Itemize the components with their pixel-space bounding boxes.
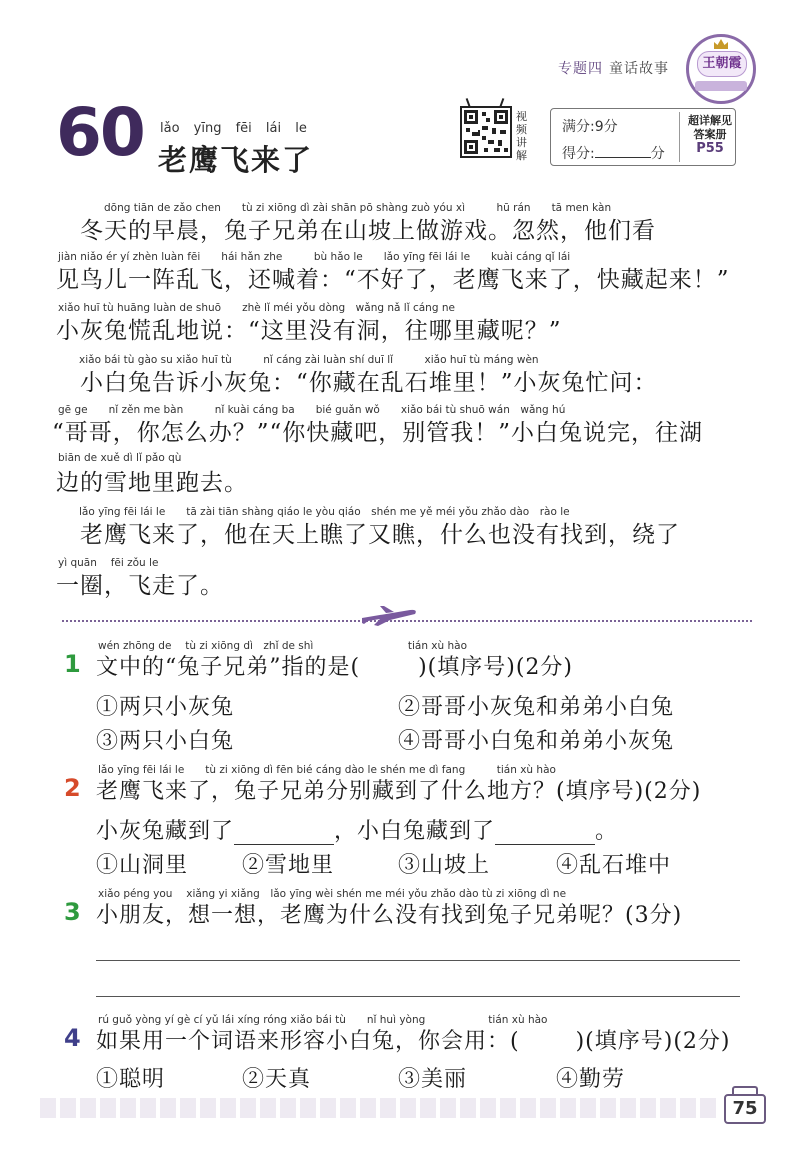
answer-ref-line2: 答案册 [693,128,727,141]
q3-answer-line[interactable] [96,960,740,961]
q4-option[interactable]: ①聪明 [96,1067,166,1092]
full-score: 满分:9分 [562,119,618,135]
topic-number: 专题四 [558,61,603,77]
footer-band [40,1098,720,1118]
q1-option[interactable]: ④哥哥小白兔和弟弟小灰兔 [398,729,675,754]
q4-text [96,1024,731,1055]
answer-ref-page: P55 [696,141,724,156]
q2-sub-a: 小灰兔藏到了 [96,819,235,844]
q4-number: 4 [64,1024,81,1052]
passage-line: 老鹰飞来了，他在天上瞧了又瞧，什么也没有找到，绕了 [56,522,680,548]
crown-icon [714,39,728,49]
q2-sub-end: 。 [595,819,619,844]
q3-text: 小朋友，想一想，老鹰为什么没有找到兔子兄弟呢？(3分) [96,903,683,928]
q2-blank-white[interactable] [495,826,595,845]
q4-text-after: )(填序号)(2分) [575,1029,731,1054]
qr-code-icon[interactable] [460,106,512,158]
q2-text: 老鹰飞来了，兔子兄弟分别藏到了什么地方？(填序号)(2分) [96,779,702,804]
q1-text-before: 文中的“兔子兄弟”指的是( [96,655,361,680]
q3-answer-line[interactable] [96,996,740,997]
q1-option[interactable]: ②哥哥小灰兔和弟弟小白兔 [398,695,675,720]
q1-option[interactable]: ③两只小白兔 [96,729,235,754]
page-number: 75 [724,1094,766,1124]
q2-option[interactable]: ①山洞里 [96,853,189,878]
logo-text: 王朝霞 [697,51,747,77]
q2-fill-line [96,814,618,845]
passage-pinyin: xiǎo huī tù huāng luàn de shuō zhè lǐ méi yǒu dòng wǎng nǎ lǐ cáng ne [58,302,455,314]
passage-line: 见鸟儿一阵乱飞，还喊着：“不好了，老鹰飞来了，快藏起来！” [56,267,730,293]
q4-option[interactable]: ④勤劳 [556,1067,626,1092]
topic-name: 童话故事 [609,61,669,77]
got-score [562,143,665,163]
q2-pinyin: lǎo yīng fēi lái le tù zi xiōng dì fēn bié cáng dào le shén me dì fang tián xù hào [98,764,556,776]
q2-number: 2 [64,774,81,802]
q1-text-after: )(填序号)(2分) [418,655,573,680]
answer-reference [684,114,736,156]
passage-pinyin: lǎo yīng fēi lái le tā zài tiān shàng qiáo le yòu qiáo shén me yě méi yǒu zhǎo dào rào le [58,506,570,518]
q3-pinyin: xiǎo péng you xiǎng yi xiǎng lǎo yīng wèi shén me méi yǒu zhǎo dào tù zi xiōng dì ne [98,888,567,900]
passage-pinyin: yì quān fēi zǒu le [58,557,159,569]
airplane-icon [360,604,418,626]
q3-number: 3 [64,898,81,926]
q4-pinyin: rú guǒ yòng yí gè cí yǔ lái xíng róng xiǎo bái tù nǐ huì yòng tián xù hào [98,1014,548,1026]
passage-line: 一圈，飞走了。 [56,573,224,599]
passage-pinyin: jiàn niǎo ér yí zhèn luàn fēi hái hǎn zhe bù hǎo le lǎo yīng fēi lái le kuài cáng qǐ lái [58,251,571,263]
q4-option[interactable]: ③美丽 [398,1067,468,1092]
title-pinyin: lǎo yīng fēi lái le [160,121,307,136]
q4-answer-blank[interactable] [520,1037,576,1055]
got-score-label: 得分: [562,146,595,162]
q2-blank-gray[interactable] [234,826,334,845]
answer-ref-line1: 超详解见 [688,114,732,127]
score-blank[interactable] [595,145,651,158]
q2-option[interactable]: ②雪地里 [242,853,335,878]
passage-line: 小灰兔慌乱地说：“这里没有洞，往哪里藏呢？” [56,318,562,344]
passage-line: 边的雪地里跑去。 [56,470,248,496]
passage-pinyin: dōng tiān de zǎo chen tù zi xiōng dì zài shān pō shàng zuò yóu xì hū rán tā men kàn [104,202,612,214]
got-score-unit: 分 [650,146,665,162]
brand-logo [686,34,756,104]
q4-option[interactable]: ②天真 [242,1067,312,1092]
q2-option[interactable]: ④乱石堆中 [556,853,672,878]
q1-answer-blank[interactable] [360,663,418,681]
q1-text [96,650,573,681]
q2-sub-b: ，小白兔藏到了 [334,819,496,844]
q4-text-before: 如果用一个词语来形容小白兔，你会用：( [96,1029,520,1054]
topic-label [558,58,669,78]
ribbon-icon [695,81,747,91]
passage-pinyin: gē ge nǐ zěn me bàn nǐ kuài cáng ba bié guǎn wǒ xiǎo bái tù shuō wán wǎng hú [58,404,566,416]
q1-pinyin: wén zhōng de tù zi xiōng dì zhǐ de shì tián xù hào [98,640,468,652]
passage-pinyin: xiǎo bái tù gào su xiǎo huī tù nǐ cáng zài luàn shí duī lǐ xiǎo huī tù máng wèn [58,354,539,366]
score-divider [679,112,680,162]
q2-option[interactable]: ③山坡上 [398,853,491,878]
passage-line: 冬天的早晨，兔子兄弟在山坡上做游戏。忽然，他们看 [56,218,656,244]
lesson-number: 60 [56,94,144,171]
q1-option[interactable]: ①两只小灰兔 [96,695,235,720]
passage-pinyin: biān de xuě dì lǐ pǎo qù [58,452,182,464]
passage-line: 小白兔告诉小灰兔：“你藏在乱石堆里！”小灰兔忙问： [56,370,658,396]
lesson-title: 老鹰飞来了 [158,143,314,177]
qr-label: 视频讲解 [516,110,527,162]
passage-line: “哥哥，你怎么办？”“你快藏吧，别管我！”小白兔说完，往湖 [52,420,704,446]
q1-number: 1 [64,650,81,678]
